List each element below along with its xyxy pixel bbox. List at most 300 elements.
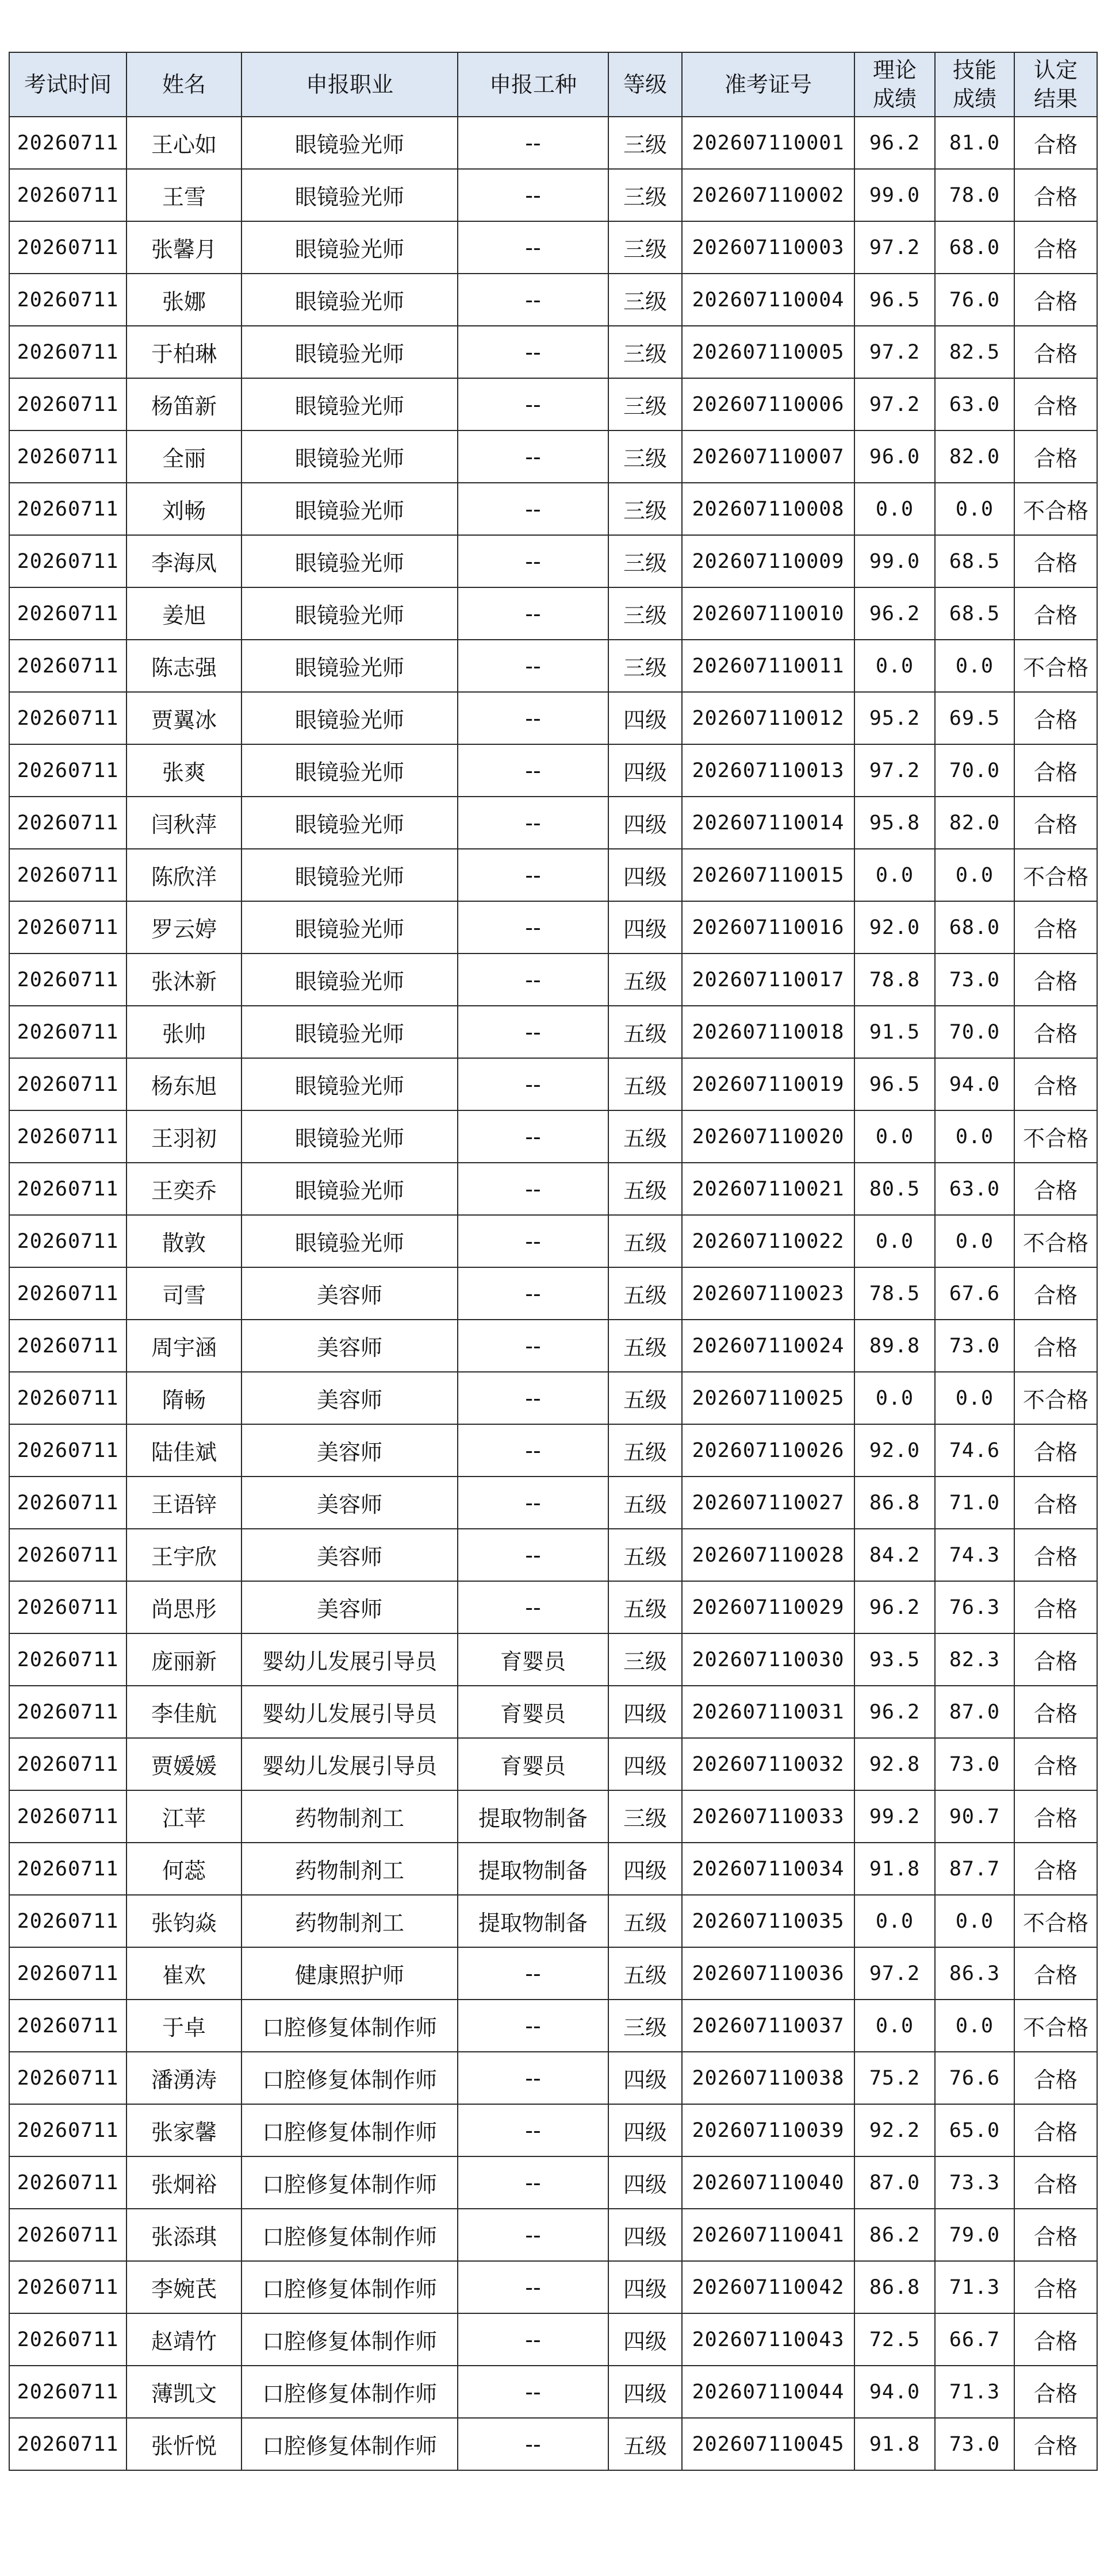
table-row <box>9 692 1097 744</box>
cell-exam-date: 20260711 <box>9 797 126 849</box>
cell-name: 陈志强 <box>126 640 241 692</box>
cell-name: 李佳航 <box>126 1686 241 1738</box>
cell-result: 合格 <box>1014 1267 1097 1320</box>
cell-ticket-no: 202607110039 <box>682 2104 854 2156</box>
cell-skill-score: 0.0 <box>935 1110 1014 1163</box>
cell-result: 合格 <box>1014 1006 1097 1058</box>
cell-occupation: 眼镜验光师 <box>241 1006 458 1058</box>
cell-occupation: 眼镜验光师 <box>241 483 458 535</box>
cell-name: 王羽初 <box>126 1110 241 1163</box>
cell-theory-score: 0.0 <box>854 1895 935 1947</box>
column-header-label: 等级 <box>623 72 667 97</box>
table-row <box>9 640 1097 692</box>
cell-trade: -- <box>458 326 608 378</box>
cell-trade: -- <box>458 2313 608 2366</box>
cell-trade: -- <box>458 901 608 953</box>
cell-name: 赵靖竹 <box>126 2313 241 2366</box>
cell-occupation: 眼镜验光师 <box>241 274 458 326</box>
cell-ticket-no: 202607110014 <box>682 797 854 849</box>
cell-name: 薄凯文 <box>126 2366 241 2418</box>
cell-skill-score: 94.0 <box>935 1058 1014 1110</box>
cell-trade: -- <box>458 1424 608 1477</box>
cell-name: 于卓 <box>126 2000 241 2052</box>
cell-ticket-no: 202607110002 <box>682 169 854 221</box>
cell-name: 闫秋萍 <box>126 797 241 849</box>
table-row <box>9 2209 1097 2261</box>
cell-ticket-no: 202607110030 <box>682 1633 854 1686</box>
column-header-ticket-no <box>682 52 854 117</box>
cell-name: 王奕乔 <box>126 1163 241 1215</box>
table-row <box>9 378 1097 430</box>
cell-result: 合格 <box>1014 1947 1097 2000</box>
cell-level: 三级 <box>608 1790 682 1843</box>
cell-ticket-no: 202607110023 <box>682 1267 854 1320</box>
cell-skill-score: 76.3 <box>935 1581 1014 1633</box>
cell-theory-score: 99.2 <box>854 1790 935 1843</box>
cell-exam-date: 20260711 <box>9 2052 126 2104</box>
cell-ticket-no: 202607110024 <box>682 1320 854 1372</box>
cell-result: 合格 <box>1014 2052 1097 2104</box>
table-row <box>9 953 1097 1006</box>
cell-level: 四级 <box>608 2156 682 2209</box>
cell-theory-score: 87.0 <box>854 2156 935 2209</box>
cell-result: 合格 <box>1014 2313 1097 2366</box>
cell-trade: -- <box>458 535 608 587</box>
cell-level: 三级 <box>608 169 682 221</box>
cell-exam-date: 20260711 <box>9 587 126 640</box>
cell-occupation: 眼镜验光师 <box>241 326 458 378</box>
table-row <box>9 2366 1097 2418</box>
header-row <box>9 52 1097 117</box>
cell-skill-score: 70.0 <box>935 1006 1014 1058</box>
table-row <box>9 587 1097 640</box>
column-header-exam-date <box>9 52 126 117</box>
table-row <box>9 797 1097 849</box>
cell-trade: -- <box>458 640 608 692</box>
cell-exam-date: 20260711 <box>9 274 126 326</box>
cell-trade: -- <box>458 2261 608 2313</box>
table-row <box>9 1843 1097 1895</box>
table-row <box>9 1686 1097 1738</box>
cell-exam-date: 20260711 <box>9 1320 126 1372</box>
cell-occupation: 眼镜验光师 <box>241 692 458 744</box>
cell-trade: -- <box>458 1058 608 1110</box>
cell-level: 四级 <box>608 2104 682 2156</box>
cell-result: 合格 <box>1014 2366 1097 2418</box>
cell-level: 五级 <box>608 1895 682 1947</box>
cell-theory-score: 84.2 <box>854 1529 935 1581</box>
cell-result: 合格 <box>1014 1529 1097 1581</box>
cell-occupation: 美容师 <box>241 1372 458 1424</box>
cell-skill-score: 66.7 <box>935 2313 1014 2366</box>
column-header-skill-score <box>935 52 1014 117</box>
cell-level: 三级 <box>608 2000 682 2052</box>
cell-occupation: 眼镜验光师 <box>241 535 458 587</box>
cell-ticket-no: 202607110020 <box>682 1110 854 1163</box>
table-row <box>9 1581 1097 1633</box>
cell-level: 三级 <box>608 378 682 430</box>
cell-level: 三级 <box>608 274 682 326</box>
cell-result: 合格 <box>1014 1581 1097 1633</box>
table-row <box>9 1895 1097 1947</box>
cell-ticket-no: 202607110044 <box>682 2366 854 2418</box>
cell-level: 三级 <box>608 430 682 483</box>
cell-theory-score: 89.8 <box>854 1320 935 1372</box>
table-row <box>9 430 1097 483</box>
cell-level: 四级 <box>608 797 682 849</box>
cell-trade: -- <box>458 1529 608 1581</box>
cell-occupation: 口腔修复体制作师 <box>241 2261 458 2313</box>
cell-exam-date: 20260711 <box>9 2418 126 2470</box>
table-row <box>9 169 1097 221</box>
table-row <box>9 2156 1097 2209</box>
cell-exam-date: 20260711 <box>9 1633 126 1686</box>
table-row <box>9 1424 1097 1477</box>
cell-exam-date: 20260711 <box>9 1215 126 1267</box>
cell-name: 于柏琳 <box>126 326 241 378</box>
column-header-label: 准考证号 <box>724 72 812 97</box>
cell-exam-date: 20260711 <box>9 1163 126 1215</box>
cell-result: 合格 <box>1014 274 1097 326</box>
cell-skill-score: 87.7 <box>935 1843 1014 1895</box>
cell-ticket-no: 202607110037 <box>682 2000 854 2052</box>
cell-theory-score: 96.2 <box>854 1581 935 1633</box>
cell-exam-date: 20260711 <box>9 535 126 587</box>
cell-name: 贾媛媛 <box>126 1738 241 1790</box>
cell-name: 王心如 <box>126 117 241 169</box>
column-header-occupation <box>241 52 458 117</box>
cell-theory-score: 75.2 <box>854 2052 935 2104</box>
cell-theory-score: 92.0 <box>854 1424 935 1477</box>
table-row <box>9 483 1097 535</box>
cell-name: 杨笛新 <box>126 378 241 430</box>
cell-trade: -- <box>458 1267 608 1320</box>
table-row <box>9 2418 1097 2470</box>
cell-skill-score: 79.0 <box>935 2209 1014 2261</box>
cell-trade: -- <box>458 2052 608 2104</box>
cell-name: 张家馨 <box>126 2104 241 2156</box>
cell-result: 合格 <box>1014 326 1097 378</box>
cell-occupation: 口腔修复体制作师 <box>241 2313 458 2366</box>
cell-result: 合格 <box>1014 1163 1097 1215</box>
cell-ticket-no: 202607110043 <box>682 2313 854 2366</box>
cell-result: 不合格 <box>1014 849 1097 901</box>
cell-result: 合格 <box>1014 2104 1097 2156</box>
cell-result: 合格 <box>1014 1790 1097 1843</box>
cell-theory-score: 91.8 <box>854 1843 935 1895</box>
cell-ticket-no: 202607110007 <box>682 430 854 483</box>
cell-occupation: 美容师 <box>241 1529 458 1581</box>
table-row <box>9 1267 1097 1320</box>
cell-result: 合格 <box>1014 953 1097 1006</box>
cell-trade: -- <box>458 169 608 221</box>
cell-theory-score: 78.8 <box>854 953 935 1006</box>
cell-name: 张帅 <box>126 1006 241 1058</box>
cell-result: 合格 <box>1014 2418 1097 2470</box>
cell-ticket-no: 202607110045 <box>682 2418 854 2470</box>
table-body <box>9 117 1097 2470</box>
cell-result: 合格 <box>1014 692 1097 744</box>
cell-result: 合格 <box>1014 1424 1097 1477</box>
cell-name: 张爽 <box>126 744 241 797</box>
cell-ticket-no: 202607110028 <box>682 1529 854 1581</box>
cell-skill-score: 82.0 <box>935 797 1014 849</box>
cell-level: 五级 <box>608 1110 682 1163</box>
table-row <box>9 1215 1097 1267</box>
cell-name: 张沐新 <box>126 953 241 1006</box>
cell-exam-date: 20260711 <box>9 430 126 483</box>
column-header-trade <box>458 52 608 117</box>
cell-name: 张钧焱 <box>126 1895 241 1947</box>
cell-level: 四级 <box>608 1843 682 1895</box>
cell-exam-date: 20260711 <box>9 1372 126 1424</box>
cell-trade: -- <box>458 117 608 169</box>
cell-exam-date: 20260711 <box>9 1267 126 1320</box>
cell-theory-score: 97.2 <box>854 1947 935 2000</box>
cell-ticket-no: 202607110025 <box>682 1372 854 1424</box>
cell-skill-score: 87.0 <box>935 1686 1014 1738</box>
cell-skill-score: 69.5 <box>935 692 1014 744</box>
cell-level: 五级 <box>608 1477 682 1529</box>
cell-exam-date: 20260711 <box>9 2209 126 2261</box>
cell-ticket-no: 202607110010 <box>682 587 854 640</box>
cell-result: 合格 <box>1014 901 1097 953</box>
cell-result: 不合格 <box>1014 640 1097 692</box>
cell-ticket-no: 202607110032 <box>682 1738 854 1790</box>
cell-exam-date: 20260711 <box>9 1477 126 1529</box>
cell-occupation: 婴幼儿发展引导员 <box>241 1738 458 1790</box>
cell-level: 四级 <box>608 2209 682 2261</box>
column-header-label: 理论 <box>872 57 917 83</box>
cell-occupation: 眼镜验光师 <box>241 744 458 797</box>
cell-name: 张添琪 <box>126 2209 241 2261</box>
cell-ticket-no: 202607110019 <box>682 1058 854 1110</box>
cell-theory-score: 0.0 <box>854 2000 935 2052</box>
cell-level: 四级 <box>608 744 682 797</box>
cell-ticket-no: 202607110040 <box>682 2156 854 2209</box>
cell-skill-score: 63.0 <box>935 378 1014 430</box>
cell-occupation: 婴幼儿发展引导员 <box>241 1686 458 1738</box>
cell-ticket-no: 202607110018 <box>682 1006 854 1058</box>
cell-level: 五级 <box>608 1006 682 1058</box>
cell-level: 三级 <box>608 587 682 640</box>
cell-ticket-no: 202607110035 <box>682 1895 854 1947</box>
column-header-label: 认定 <box>1033 57 1078 83</box>
table-row <box>9 221 1097 274</box>
cell-exam-date: 20260711 <box>9 1686 126 1738</box>
cell-theory-score: 0.0 <box>854 1215 935 1267</box>
cell-skill-score: 63.0 <box>935 1163 1014 1215</box>
cell-exam-date: 20260711 <box>9 1947 126 2000</box>
table-row <box>9 1477 1097 1529</box>
cell-trade: 提取物制备 <box>458 1843 608 1895</box>
cell-theory-score: 92.8 <box>854 1738 935 1790</box>
cell-skill-score: 0.0 <box>935 483 1014 535</box>
table-row <box>9 901 1097 953</box>
cell-level: 五级 <box>608 953 682 1006</box>
cell-trade: -- <box>458 1006 608 1058</box>
cell-trade: 提取物制备 <box>458 1790 608 1843</box>
cell-level: 四级 <box>608 1738 682 1790</box>
cell-occupation: 药物制剂工 <box>241 1790 458 1843</box>
cell-trade: -- <box>458 744 608 797</box>
cell-trade: -- <box>458 1372 608 1424</box>
cell-result: 合格 <box>1014 587 1097 640</box>
cell-skill-score: 82.0 <box>935 430 1014 483</box>
table-row <box>9 1372 1097 1424</box>
table-header <box>9 52 1097 117</box>
table-row <box>9 535 1097 587</box>
cell-ticket-no: 202607110012 <box>682 692 854 744</box>
cell-trade: -- <box>458 849 608 901</box>
cell-theory-score: 86.8 <box>854 1477 935 1529</box>
cell-skill-score: 65.0 <box>935 2104 1014 2156</box>
cell-occupation: 眼镜验光师 <box>241 1163 458 1215</box>
cell-occupation: 眼镜验光师 <box>241 169 458 221</box>
cell-ticket-no: 202607110026 <box>682 1424 854 1477</box>
cell-theory-score: 99.0 <box>854 535 935 587</box>
column-header-theory-score <box>854 52 935 117</box>
cell-name: 周宇涵 <box>126 1320 241 1372</box>
cell-occupation: 口腔修复体制作师 <box>241 2052 458 2104</box>
cell-result: 合格 <box>1014 221 1097 274</box>
cell-result: 合格 <box>1014 1843 1097 1895</box>
table-row <box>9 2261 1097 2313</box>
cell-trade: -- <box>458 1110 608 1163</box>
cell-ticket-no: 202607110013 <box>682 744 854 797</box>
cell-theory-score: 92.0 <box>854 901 935 953</box>
cell-trade: -- <box>458 692 608 744</box>
cell-exam-date: 20260711 <box>9 221 126 274</box>
cell-result: 合格 <box>1014 744 1097 797</box>
cell-occupation: 美容师 <box>241 1320 458 1372</box>
cell-result: 合格 <box>1014 169 1097 221</box>
cell-trade: -- <box>458 2418 608 2470</box>
cell-exam-date: 20260711 <box>9 901 126 953</box>
cell-trade: -- <box>458 1477 608 1529</box>
cell-skill-score: 76.6 <box>935 2052 1014 2104</box>
cell-level: 三级 <box>608 535 682 587</box>
cell-exam-date: 20260711 <box>9 1058 126 1110</box>
cell-skill-score: 67.6 <box>935 1267 1014 1320</box>
cell-name: 张忻悦 <box>126 2418 241 2470</box>
cell-skill-score: 68.5 <box>935 535 1014 587</box>
cell-name: 全丽 <box>126 430 241 483</box>
cell-theory-score: 94.0 <box>854 2366 935 2418</box>
cell-level: 五级 <box>608 1320 682 1372</box>
table-row <box>9 1058 1097 1110</box>
cell-name: 张馨月 <box>126 221 241 274</box>
cell-skill-score: 71.0 <box>935 1477 1014 1529</box>
cell-ticket-no: 202607110034 <box>682 1843 854 1895</box>
cell-ticket-no: 202607110022 <box>682 1215 854 1267</box>
cell-ticket-no: 202607110005 <box>682 326 854 378</box>
cell-exam-date: 20260711 <box>9 378 126 430</box>
cell-trade: -- <box>458 2209 608 2261</box>
cell-occupation: 眼镜验光师 <box>241 587 458 640</box>
cell-occupation: 口腔修复体制作师 <box>241 2418 458 2470</box>
table-row <box>9 2313 1097 2366</box>
cell-occupation: 眼镜验光师 <box>241 430 458 483</box>
cell-skill-score: 73.0 <box>935 1320 1014 1372</box>
cell-occupation: 眼镜验光师 <box>241 378 458 430</box>
cell-theory-score: 95.2 <box>854 692 935 744</box>
cell-occupation: 眼镜验光师 <box>241 901 458 953</box>
cell-name: 散敦 <box>126 1215 241 1267</box>
cell-trade: 育婴员 <box>458 1633 608 1686</box>
cell-name: 王宇欣 <box>126 1529 241 1581</box>
cell-level: 三级 <box>608 1633 682 1686</box>
cell-level: 五级 <box>608 1581 682 1633</box>
cell-occupation: 婴幼儿发展引导员 <box>241 1633 458 1686</box>
cell-result: 合格 <box>1014 2156 1097 2209</box>
table-row <box>9 1163 1097 1215</box>
cell-skill-score: 73.0 <box>935 953 1014 1006</box>
cell-theory-score: 96.0 <box>854 430 935 483</box>
cell-skill-score: 73.0 <box>935 2418 1014 2470</box>
cell-theory-score: 96.2 <box>854 117 935 169</box>
cell-skill-score: 81.0 <box>935 117 1014 169</box>
cell-theory-score: 0.0 <box>854 1372 935 1424</box>
column-header-label: 申报职业 <box>305 72 393 97</box>
cell-result: 合格 <box>1014 430 1097 483</box>
cell-occupation: 眼镜验光师 <box>241 1215 458 1267</box>
cell-skill-score: 70.0 <box>935 744 1014 797</box>
cell-ticket-no: 202607110041 <box>682 2209 854 2261</box>
cell-result: 合格 <box>1014 1686 1097 1738</box>
cell-exam-date: 20260711 <box>9 483 126 535</box>
cell-result: 合格 <box>1014 535 1097 587</box>
cell-skill-score: 0.0 <box>935 849 1014 901</box>
column-header-label: 成绩 <box>952 86 996 112</box>
cell-name: 江苹 <box>126 1790 241 1843</box>
cell-theory-score: 97.2 <box>854 326 935 378</box>
cell-ticket-no: 202607110009 <box>682 535 854 587</box>
cell-result: 合格 <box>1014 797 1097 849</box>
cell-trade: -- <box>458 953 608 1006</box>
table-row <box>9 117 1097 169</box>
cell-level: 五级 <box>608 1424 682 1477</box>
cell-name: 贾翼冰 <box>126 692 241 744</box>
cell-trade: -- <box>458 1163 608 1215</box>
cell-skill-score: 82.3 <box>935 1633 1014 1686</box>
cell-theory-score: 86.8 <box>854 2261 935 2313</box>
cell-name: 潘湧涛 <box>126 2052 241 2104</box>
cell-skill-score: 86.3 <box>935 1947 1014 2000</box>
cell-skill-score: 78.0 <box>935 169 1014 221</box>
column-header-level <box>608 52 682 117</box>
cell-level: 三级 <box>608 117 682 169</box>
cell-level: 三级 <box>608 640 682 692</box>
cell-theory-score: 91.5 <box>854 1006 935 1058</box>
cell-level: 三级 <box>608 483 682 535</box>
cell-name: 尚思彤 <box>126 1581 241 1633</box>
cell-skill-score: 68.5 <box>935 587 1014 640</box>
cell-level: 五级 <box>608 1215 682 1267</box>
cell-ticket-no: 202607110001 <box>682 117 854 169</box>
cell-ticket-no: 202607110006 <box>682 378 854 430</box>
cell-result: 不合格 <box>1014 2000 1097 2052</box>
cell-result: 合格 <box>1014 1320 1097 1372</box>
cell-exam-date: 20260711 <box>9 849 126 901</box>
cell-trade: -- <box>458 2000 608 2052</box>
cell-exam-date: 20260711 <box>9 2156 126 2209</box>
cell-result: 合格 <box>1014 117 1097 169</box>
cell-ticket-no: 202607110004 <box>682 274 854 326</box>
cell-name: 陆佳斌 <box>126 1424 241 1477</box>
cell-occupation: 药物制剂工 <box>241 1895 458 1947</box>
cell-exam-date: 20260711 <box>9 169 126 221</box>
